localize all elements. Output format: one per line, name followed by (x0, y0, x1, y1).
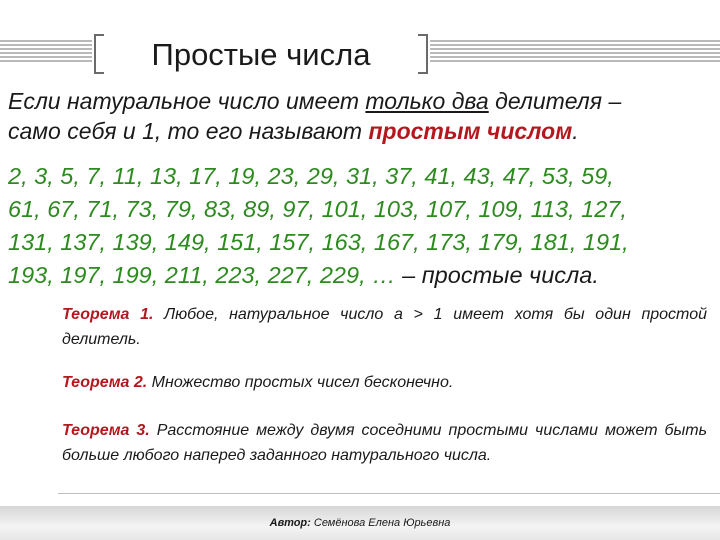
theorem-label: Теорема 3. (62, 422, 150, 439)
definition-text-part: . (572, 118, 579, 144)
primes-line: 2, 3, 5, 7, 11, 13, 17, 19, 23, 29, 31, 37, 41, 43, 47, 53, 59, (8, 163, 614, 189)
theorem-label: Теорема 2. (62, 374, 148, 391)
title-bracket-left (94, 34, 104, 74)
theorem-label: Теорема 1. (62, 306, 154, 323)
footer-author-name: Семёнова Елена Юрьевна (310, 517, 451, 529)
primes-line: 61, 67, 71, 73, 79, 83, 89, 97, 101, 103, 107, 109, 113, 127, (8, 196, 627, 222)
theorem-text: Множество простых чисел бесконечно. (147, 374, 454, 391)
primes-line: 131, 137, 139, 149, 151, 157, 163, 167, 173, 179, 181, 191, (8, 229, 629, 255)
header-stripes-right (430, 40, 720, 64)
primes-line-text: 193, 197, 199, 211, 223, 227, 229, … (8, 262, 403, 288)
footer-divider (58, 493, 720, 494)
theorem-2 (62, 370, 707, 395)
header-stripes-left (0, 40, 92, 64)
title-bracket-right (418, 34, 428, 74)
definition-line-2 (8, 116, 716, 146)
definition-highlight: простым числом (368, 118, 573, 144)
definition-underlined: только два (365, 88, 489, 114)
definition-text-part: делителя – (488, 88, 622, 114)
primes-suffix: – простые числа. (402, 262, 599, 288)
definition-line-1 (8, 86, 716, 116)
page-title: Простые числа (151, 37, 371, 72)
definition-text (8, 86, 716, 146)
theorem-text: Расстояние между двумя соседними простыми числами может быть больше любого наперед заданного натурального числа. (62, 422, 708, 464)
primes-line (8, 259, 714, 292)
theorem-1 (62, 302, 707, 352)
primes-list (8, 160, 714, 292)
definition-text-part: Если натуральное число имеет (8, 88, 366, 114)
footer-author (0, 517, 720, 529)
theorem-text: Любое, натуральное число a > 1 имеет хотя бы один простой делитель. (62, 306, 707, 348)
footer-label: Автор: (269, 517, 311, 529)
theorem-3 (62, 418, 707, 468)
definition-text-part: само себя и 1, то его называют (8, 118, 369, 144)
